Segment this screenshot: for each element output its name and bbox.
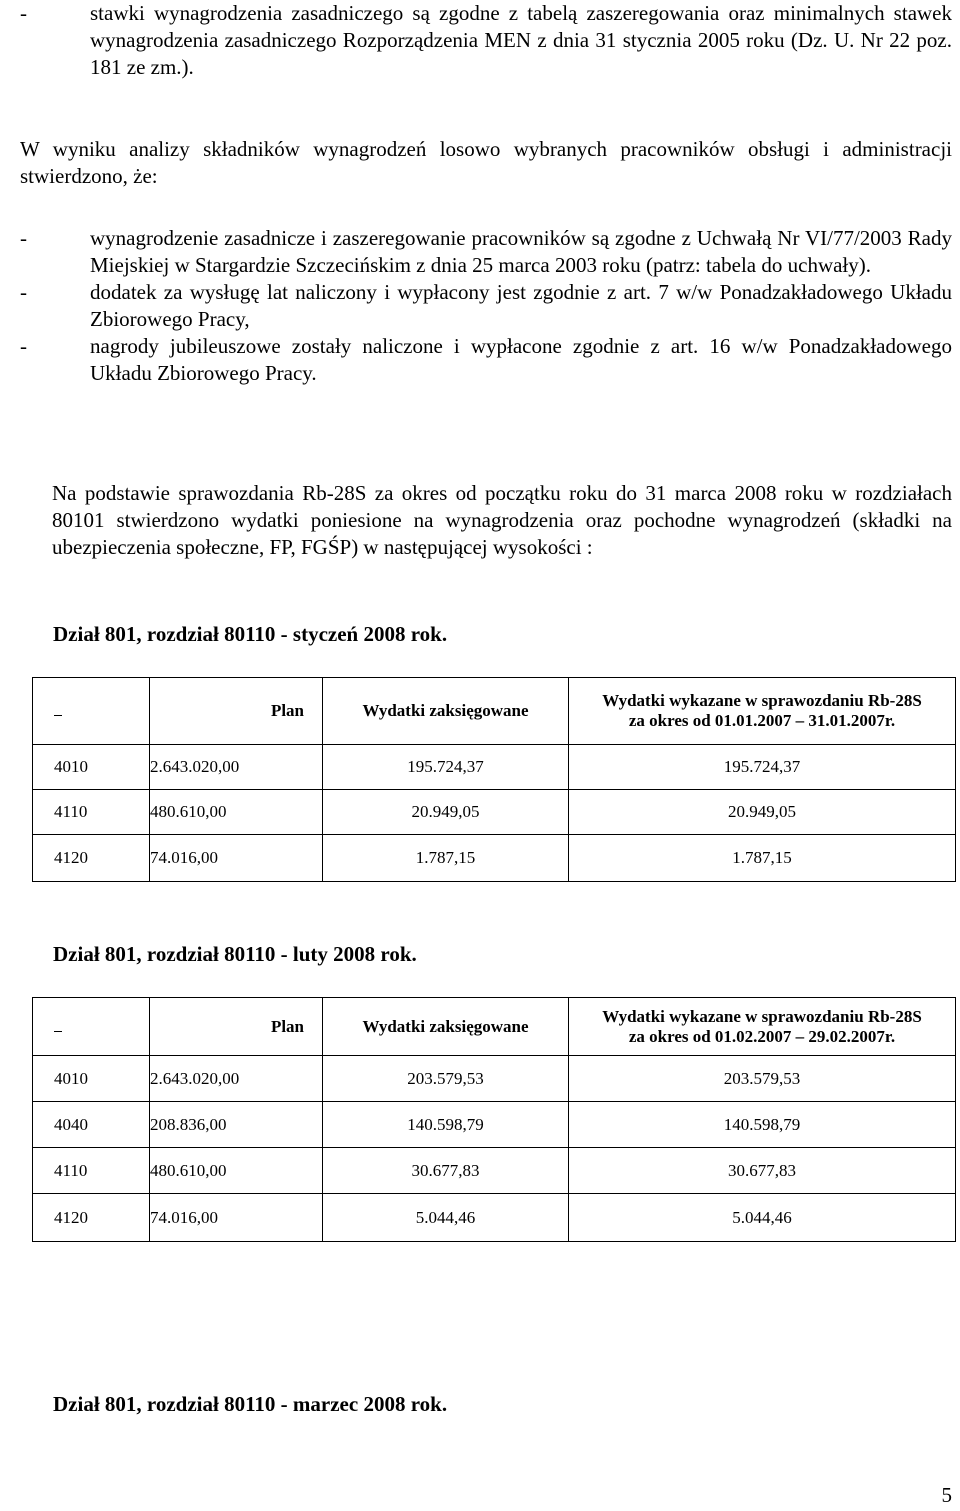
header-reported-line1: Wydatki wykazane w sprawozdaniu Rb-28S: [602, 1006, 922, 1026]
cell-reported: 1.787,15: [569, 835, 956, 882]
cell-plan: 208.836,00: [150, 1102, 323, 1148]
table-row: [33, 745, 956, 790]
list-item-text: wynagrodzenie zasadnicze i zaszeregowanie pracowników są zgodne z Uchwałą Nr VI/77/2003 Rady Miejskiej w Stargardzie Szczecińskim z dnia 25 marca 2003 roku (patrz: tabela do uchwały).: [90, 226, 952, 277]
header-reported: [569, 678, 956, 745]
list-item-text: stawki wynagrodzenia zasadniczego są zgodne z tabelą zaszeregowania oraz minimalnych stawek wynagrodzenia zasadniczego Rozporządzenia MEN z dnia 31 stycznia 2005 roku (Dz. U. Nr 22 poz. 181 ze zm.).: [90, 1, 952, 79]
cell-plan: 480.610,00: [150, 790, 323, 835]
list-item-text: nagrody jubileuszowe zostały naliczone i wypłacone zgodnie z art. 16 w/w Ponadzakładowego Układu Zbiorowego Pracy.: [90, 334, 952, 385]
cell-booked: 5.044,46: [323, 1194, 569, 1242]
header-booked: Wydatki zaksięgowane: [323, 678, 569, 745]
underline-mark-icon: [54, 1017, 62, 1032]
header-empty-cell: [33, 998, 150, 1056]
cell-reported: 195.724,37: [569, 745, 956, 790]
underline-mark-icon: [54, 701, 62, 716]
findings-list: [20, 225, 952, 387]
cell-reported: 203.579,53: [569, 1056, 956, 1102]
cell-code: 4110: [33, 1148, 150, 1194]
cell-code: 4120: [33, 1194, 150, 1242]
table-row: [33, 790, 956, 835]
cell-code: 4010: [33, 745, 150, 790]
list-dash: -: [20, 334, 27, 358]
table-header-row: [33, 998, 956, 1056]
list-dash: -: [20, 226, 27, 250]
cell-plan: 74.016,00: [150, 835, 323, 882]
list-item: [20, 279, 952, 333]
table-row: [33, 1056, 956, 1102]
header-reported: [569, 998, 956, 1056]
intro-paragraph: W wyniku analizy składników wynagrodzeń losowo wybranych pracowników obsługi i administracji stwierdzono, że:: [20, 137, 952, 188]
cell-code: 4010: [33, 1056, 150, 1102]
cell-booked: 1.787,15: [323, 835, 569, 882]
list-dash: -: [20, 280, 27, 304]
table-row: [33, 1102, 956, 1148]
rb28s-paragraph: Na podstawie sprawozdania Rb-28S za okres od początku roku do 31 marca 2008 roku w rozdziałach 80101 stwierdzono wydatki poniesione na wynagrodzenia oraz pochodne wynagrodzeń (składki na ubezpieczenia społeczne, FP, FGŚP) w następującej wysokości :: [52, 481, 952, 559]
cell-code: 4110: [33, 790, 150, 835]
header-empty-cell: [33, 678, 150, 745]
list-item-text: dodatek za wysługę lat naliczony i wypłacony jest zgodnie z art. 7 w/w Ponadzakładowego Układu Zbiorowego Pracy,: [90, 280, 952, 331]
cell-booked: 20.949,05: [323, 790, 569, 835]
list-dash: -: [20, 1, 27, 25]
header-plan: Plan: [150, 678, 323, 745]
top-list: [20, 0, 952, 81]
cell-reported: 20.949,05: [569, 790, 956, 835]
table-row: [33, 835, 956, 882]
cell-code: 4040: [33, 1102, 150, 1148]
cell-code: 4120: [33, 835, 150, 882]
cell-booked: 203.579,53: [323, 1056, 569, 1102]
page-number: 5: [941, 1483, 952, 1507]
table-row: [33, 1148, 956, 1194]
expenses-table-january: [32, 677, 956, 882]
section-heading-january: Dział 801, rozdział 80110 - styczeń 2008 rok.: [53, 622, 448, 646]
list-item: [20, 333, 952, 387]
cell-reported: 5.044,46: [569, 1194, 956, 1242]
cell-reported: 140.598,79: [569, 1102, 956, 1148]
list-item: [20, 225, 952, 279]
cell-reported: 30.677,83: [569, 1148, 956, 1194]
header-plan: Plan: [150, 998, 323, 1056]
table-row: [33, 1194, 956, 1242]
cell-plan: 74.016,00: [150, 1194, 323, 1242]
header-reported-line2: za okres od 01.02.2007 – 29.02.2007r.: [628, 1026, 896, 1046]
header-booked: Wydatki zaksięgowane: [323, 998, 569, 1056]
cell-plan: 480.610,00: [150, 1148, 323, 1194]
cell-plan: 2.643.020,00: [150, 1056, 323, 1102]
section-heading-february: Dział 801, rozdział 80110 - luty 2008 rok.: [53, 942, 417, 966]
header-reported-line2: za okres od 01.01.2007 – 31.01.2007r.: [628, 711, 896, 730]
cell-booked: 30.677,83: [323, 1148, 569, 1194]
expenses-table-february: [32, 997, 956, 1242]
section-heading-march: Dział 801, rozdział 80110 - marzec 2008 rok.: [53, 1392, 448, 1416]
table-header-row: [33, 678, 956, 745]
header-reported-line1: Wydatki wykazane w sprawozdaniu Rb-28S: [602, 691, 922, 710]
cell-booked: 140.598,79: [323, 1102, 569, 1148]
cell-booked: 195.724,37: [323, 745, 569, 790]
cell-plan: 2.643.020,00: [150, 745, 323, 790]
list-item: [20, 0, 952, 81]
